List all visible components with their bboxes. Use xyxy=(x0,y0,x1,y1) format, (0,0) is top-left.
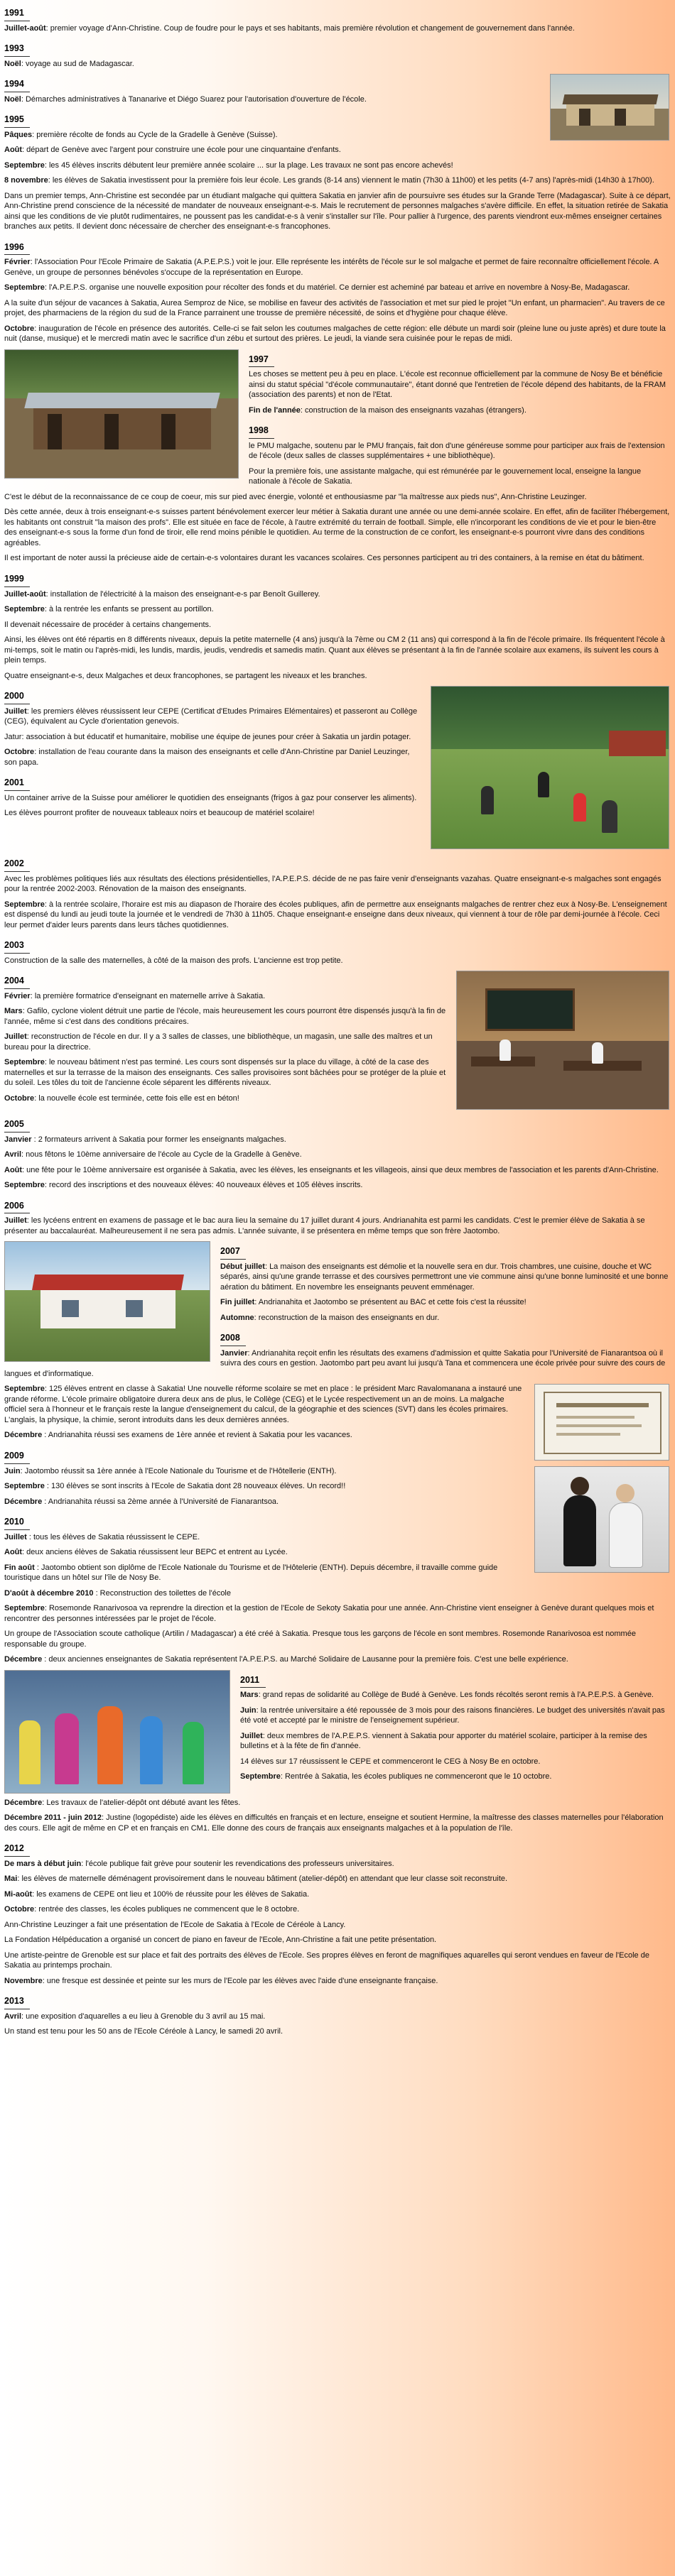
entry-label: Fin août xyxy=(4,1563,35,1572)
entry-paragraph: Décembre : deux anciennes enseignantes de Sakatia représentent l'A.P.E.P.S. au Marché Solidaire de Lausanne pour la première fois. C'est une belle expérience. xyxy=(4,1655,568,1664)
year-heading: 1991 xyxy=(4,7,30,21)
entry-label: Avril xyxy=(4,1150,22,1159)
entry-label: Pâques xyxy=(4,130,33,139)
entry-label: Noël xyxy=(4,59,21,68)
entry-paragraph: Septembre: à la rentrée les enfants se pressent au portillon. xyxy=(4,605,214,614)
entry-label: Janvier xyxy=(4,1135,32,1144)
entry-label: Février xyxy=(4,258,31,267)
entry-paragraph: Une artiste-peintre de Grenoble est sur place et fait des portraits des élèves de l'Ecole. Ses propres élèves en feront de magnifiques aquarelles qui seront vendues en faveur de l'Ecole de Sakatia au printemps prochain. xyxy=(4,1950,649,1970)
entry-label: Mai xyxy=(4,1874,18,1884)
entry-paragraph: Septembre: le nouveau bâtiment n'est pas terminé. Les cours sont dispensés sur la place du village, à côté de la case des maternelles et sur la terrasse de la maison des enseignants. Ces salles provisoires sont bâchées pour se protéger de la pluie et du soleil. Les tôles du toit de l'ancienne école séparent les différents niveaux. xyxy=(4,1058,446,1088)
entry-label: Octobre xyxy=(4,1905,35,1914)
entry-paragraph: Juin: Jaotombo réussit sa 1ère année à l'Ecole Nationale du Tourisme et de l'Hôtellerie (ENTH). xyxy=(4,1466,337,1475)
year-heading: 2005 xyxy=(4,1118,30,1133)
entry-label: Septembre xyxy=(4,160,45,170)
entry-paragraph: Dans un premier temps, Ann-Christine est secondée par un étudiant malgache qui quittera Sakatia en janvier afin de poursuivre ses études sur la Grande Terre (Madagascar). Suite à ce départ, Ann-Christine prend conscience de la nécessité de mandater de nouveaux enseignant-e-s. Mais le recrutement de personnes malgaches s'avère difficile. En effet, la situation retirée de Sakatia ainsi que les conditions de vie plutôt rudimentaires, ne poussent pas les candidat-e-s à venir s'installer sur l'île. Pour pallier à l'urgence, des parents viendront eux-mêmes enseigner certaines branches aux petits. Il devient donc nécessaire de chercher des enseignant-e-s francophones. xyxy=(4,191,671,231)
entry-label: Juillet xyxy=(4,1216,27,1226)
entry-paragraph: Avec les problèmes politiques liés aux résultats des élections présidentielles, l'A.P.E.P.S. décide de ne pas faire venir d'enseignants vazahas. Quatre enseignant-e-s malgaches sont engagés pour la rentrée 2002-2003. Rénovation de la maison des enseignants. xyxy=(4,874,662,894)
entry-paragraph: Août: départ de Genève avec l'argent pour construire une école pour une cinquantaine d'enfants. xyxy=(4,146,341,155)
entry-paragraph: Septembre: 125 élèves entrent en classe à Sakatia! Une nouvelle réforme scolaire se met en place : le président Marc Ravalomanana a instauré une grande réforme. L'école primaire obligatoire durera deux ans de plus, le Collège (CEG) et le Lycée respectivement un an de moins. La malgache officiel sera à l'honneur et le français reste la langue d'enseignement du calcul, de la géographie et des sciences (SVT) dans les écoles primaires. L'anglais, la physique, la chimie, seront introduits dans les deux dernières années. xyxy=(4,1385,522,1424)
entry-label: Octobre xyxy=(4,1093,35,1103)
entry-paragraph: A la suite d'un séjour de vacances à Sakatia, Aurea Semproz de Nice, se mobilise en faveur des activités de l'association et met sur pied le projet "Un enfant, un pharmacien". Au travers de ce projet, des pharmaciens de la région du sud de la France parrainent une trousse de première nécessité, de soins et d'hygiène pour chaque élève. xyxy=(4,298,665,318)
year-heading: 2006 xyxy=(4,1200,30,1214)
entry-paragraph: Octobre: installation de l'eau courante dans la maison des enseignants et celle d'Ann-Christine par Daniel Leuzinger, son papa. xyxy=(4,748,410,767)
entry-label: Noël xyxy=(4,94,21,104)
entry-paragraph: La Fondation Hélpéducation a organisé un concert de piano en faveur de l'Ecole, Ann-Christine a fait une petite présentation. xyxy=(4,1936,437,1945)
entry-label: Septembre xyxy=(240,1772,281,1781)
year-heading: 1997 xyxy=(249,354,274,368)
photo-classroom xyxy=(456,971,669,1110)
year-heading: 1999 xyxy=(4,573,30,587)
entry-paragraph: Juillet-août: installation de l'électricité à la maison des enseignant-e-s par Benoît Guillerey. xyxy=(4,589,320,599)
entry-paragraph: Mi-août: les examens de CEPE ont lieu et 100% de réussite pour les élèves de Sakatia. xyxy=(4,1889,310,1899)
entry-paragraph: Avril: nous fêtons le 10ème anniversaire de l'école au Cycle de la Gradelle à Genève. xyxy=(4,1150,302,1159)
entry-paragraph: Un stand est tenu pour les 50 ans de l'Ecole Céréole à Lancy, le samedi 20 avril. xyxy=(4,2027,284,2036)
entry-label: Automne xyxy=(220,1313,254,1322)
entry-paragraph: Jatur: association à but éducatif et humanitaire, mobilise une équipe de jeunes pour créer à Sakatia un jardin potager. xyxy=(4,732,411,741)
entry-paragraph: C'est le début de la reconnaissance de ce coup de coeur, mis sur pied avec énergie, volonté et enthousiasme par "la maîtresse aux pieds nus", Ann-Christine Leuzinger. xyxy=(4,492,587,501)
entry-label: Mi-août xyxy=(4,1889,33,1899)
entry-label: Janvier xyxy=(220,1348,248,1358)
entry-label: Juillet xyxy=(4,1032,27,1042)
year-heading: 2007 xyxy=(220,1245,246,1260)
entry-paragraph: Automne: reconstruction de la maison des enseignants en dur. xyxy=(220,1313,440,1322)
entry-paragraph: Dès cette année, deux à trois enseignant-e-s suisses partent bénévolement exercer leur métier à Sakatia durant une année ou une demi-année scolaire. En effet, afin de faciliter l'hébergement, les habitants ont construit "la maison des profs". Elle est située en face de l'école, à l'autre extrémité du terrain de football. Simple, elle n'incorporant les conditions de vie et pour le bien-être des enseignant-e-s sous la forme d'un fond de tiroir, elle rend moins pénible le quotidien. Au terme de la construction de ce confort, les enseignant-e-s pourront vivre dans des conditions agréables. xyxy=(4,508,670,547)
entry-label: Décembre xyxy=(4,1431,43,1440)
entry-paragraph: Septembre : 130 élèves se sont inscrits à l'Ecole de Sakatia dont 28 nouveaux élèves. Un record!! xyxy=(4,1482,346,1491)
entry-paragraph: Juillet: les lycéens entrent en examens de passage et le bac aura lieu la semaine du 17 juillet durant 4 jours. Andrianahita est parmi les candidats. C'est le premier élève de Sakatia à se présenter au baccalauréat. Malheureusement il ne sera pas admis. L'année suivante, il se présentera en même temps que son frère Jaotombo. xyxy=(4,1216,645,1235)
entry-label: Octobre xyxy=(4,324,35,333)
entry-label: Fin de l'année xyxy=(249,405,301,415)
entry-paragraph: Octobre: inauguration de l'école en présence des autorités. Celle-ci se fait selon les coutumes malgaches de cette région: elle débute un mardi soir (pleine lune ou juste après) et dure toute la nuit (danse, musique) et le mercredi matin avec le sacrifice d'un zébu et surtout des prières. Le jeudi, la viande sera cuisinée pour le repas de midi. xyxy=(4,324,666,344)
entry-label: Avril xyxy=(4,2012,22,2021)
year-heading: 2013 xyxy=(4,1995,30,2009)
entry-label: Août xyxy=(4,146,23,155)
entry-label: Décembre 2011 - juin 2012 xyxy=(4,1813,102,1823)
entry-label: Juillet xyxy=(4,1532,27,1541)
entry-label: Septembre xyxy=(4,605,45,614)
entry-paragraph: Un container arrive de la Suisse pour améliorer le quotidien des enseignants (frigos à gaz pour conserver les aliments). xyxy=(4,793,417,802)
entry-paragraph: Fin août : Jaotombo obtient son diplôme de l'Ecole Nationale du Tourisme et de l'Hôtelerie (ENTH). Depuis décembre, il travaille comme guide touristique dans un hôtel sur l'île de Nosy Be. xyxy=(4,1563,498,1583)
entry-paragraph: Octobre: rentrée des classes, les écoles publiques ne commencent que le 8 octobre. xyxy=(4,1905,300,1914)
entry-paragraph: Août: une fête pour le 10ème anniversaire est organisée à Sakatia, avec les élèves, les enseignants et les villageois, ainsi que deux membres de l'association et les parents d'Ann-Christine. xyxy=(4,1165,659,1174)
year-heading: 2001 xyxy=(4,777,30,791)
entry-paragraph: Février: la première formatrice d'enseignant en maternelle arrive à Sakatia. xyxy=(4,991,266,1000)
entry-paragraph: Septembre: l'A.P.E.P.S. organise une nouvelle exposition pour récolter des fonds et du matériel. Ce dernier est acheminé par bateau et arrive en novembre à Nosy-Be, Madagascar. xyxy=(4,283,630,293)
entry-label: Juillet xyxy=(240,1731,263,1740)
entry-paragraph: Août: deux anciens élèves de Sakatia réussissent leur BEPC et entrent au Lycée. xyxy=(4,1548,288,1557)
photo-graduation xyxy=(534,1466,669,1573)
entry-paragraph: Quatre enseignant-e-s, deux Malgaches et deux francophones, se partagent les niveaux et les branches. xyxy=(4,671,367,680)
photo-children-teacher xyxy=(4,1670,230,1794)
entry-label: Début juillet xyxy=(220,1262,265,1271)
entry-paragraph: Février: l'Association Pour l'Ecole Primaire de Sakatia (A.P.E.P.S.) voit le jour. Elle représente les intérêts de l'école sur le sol malgache et permet de faire reconnaître officiellement l'école. A Genève, un groupe de personnes bénévoles s'occupe de la représentation en Europe. xyxy=(4,258,659,277)
entry-paragraph: Noël: Démarches administratives à Tananarive et Diégo Suarez pour l'autorisation d'ouverture de l'école. xyxy=(4,94,367,104)
entry-paragraph: Janvier: Andrianahita reçoit enfin les résultats des examens d'admission et quitte Sakatia pour l'Université de Fianarantsoa où il suivra des cours en gestion. Jaotombo part peu avant lui jusqu'à Tana et commencera une école privée pour suivre des cours de langues et d'informatique. xyxy=(4,1348,666,1378)
year-heading: 2004 xyxy=(4,975,30,989)
entry-label: Fin juillet xyxy=(220,1298,255,1307)
year-heading: 2002 xyxy=(4,858,30,872)
entry-paragraph: le PMU malgache, soutenu par le PMU français, fait don d'une généreuse somme pour participer aux frais de l'extension de l'école (deux salles de classes supplémentaires + une bibliothèque). xyxy=(249,441,665,461)
entry-label: Juillet-août xyxy=(4,23,46,33)
entry-paragraph: Mars: Gafilo, cyclone violent détruit une partie de l'école, mais heureusement les cours pourront être dispensés jusqu'à la fin de l'année, même si c'est dans des conditions précaires. xyxy=(4,1007,446,1026)
entry-label: Juillet-août xyxy=(4,589,46,599)
entry-paragraph: Ainsi, les élèves ont été répartis en 8 différents niveaux, depuis la petite maternelle (4 ans) jusqu'à la 7ème ou CM 2 (11 ans) qui correspond à la fin de l'école primaire. Ils fréquentent l'école à mi-temps, soit le matin ou l'après-midi, les lundis, mardis, jeudis, vendredis et samedis matin. Quant aux élèves se présentant à la fin de l'année scolaire aux examens, ils suivent les cours à plein temps. xyxy=(4,635,665,665)
entry-paragraph: Fin juillet: Andrianahita et Jaotombo se présentent au BAC et cette fois c'est la réussite! xyxy=(220,1298,526,1307)
photo-column-right xyxy=(534,1384,669,1573)
entry-paragraph: De mars à début juin: l'école publique fait grève pour soutenir les revendications des professeurs universitaires. xyxy=(4,1859,394,1868)
photo-teachers-house xyxy=(4,1241,210,1362)
entry-label: Octobre xyxy=(4,748,35,757)
entry-paragraph: Début juillet: La maison des enseignants est démolie et la nouvelle sera en dur. Trois chambres, une cuisine, douche et WC séparés, ainsi qu'une grande terrasse et des coursives permettront une vie commune ainsi qu'une bonne luminosité et une bonne aération du bâtiment. En novembre les enseignants peuvent emménager. xyxy=(220,1262,669,1292)
entry-paragraph: Noël: voyage au sud de Madagascar. xyxy=(4,59,134,68)
year-heading: 2009 xyxy=(4,1450,30,1464)
photo-diploma xyxy=(534,1384,669,1461)
entry-paragraph: Décembre 2011 - juin 2012: Justine (logopédiste) aide les élèves en difficultés en français et en lecture, enseigne et soutient Hermine, la maîtresse des classes maternelles pour l'élaboration des cours. Elle agit de même en CP et en français en CM1. Elle donne des cours de français aux enseignants malgaches et à la population de l'île. xyxy=(4,1813,664,1833)
entry-paragraph: Juillet : tous les élèves de Sakatia réussissent le CEPE. xyxy=(4,1532,200,1541)
entry-paragraph: Mai: les élèves de maternelle déménagent provisoirement dans le nouveau bâtiment (atelier-dépôt) en attendant que leur classe soit reconstruite. xyxy=(4,1874,508,1884)
entry-label: Août xyxy=(4,1548,23,1557)
entry-paragraph: Construction de la salle des maternelles, à côté de la maison des profs. L'ancienne est trop petite. xyxy=(4,956,343,965)
entry-paragraph: Décembre : Andrianahita réussi sa 2ème année à l'Université de Fianarantsoa. xyxy=(4,1497,279,1506)
entry-label: Juillet xyxy=(4,706,27,716)
entry-paragraph: Ann-Christine Leuzinger a fait une présentation de l'Ecole de Sakatia à l'Ecole de Céréole à Lancy. xyxy=(4,1920,346,1929)
entry-paragraph: Septembre: les 45 élèves inscrits débutent leur première année scolaire ... sur la plage. Les travaux ne sont pas encore achevés! xyxy=(4,160,453,170)
entry-paragraph: Septembre: à la rentrée scolaire, l'horaire est mis au diapason de l'horaire des écoles publiques, afin de permettre aux enseignants malgaches de rentrer chez eux à Nosy-Be. L'enseignement est dispensé du lundi au jeudi toute la journée et le vendredi de 7h30 à 11h05. Chaque enseignant-e enseigne dans deux niveaux, qui viennent à tour de rôle par demi-journée à l'école. Ceci leur permet d'aider leurs parents dans leurs tâches quotidiennes. xyxy=(4,900,667,929)
entry-label: Mars xyxy=(4,1007,23,1016)
entry-paragraph: Septembre: record des inscriptions et des nouveaux élèves: 40 nouveaux élèves et 105 élèves inscrits. xyxy=(4,1181,363,1190)
entry-paragraph: Pour la première fois, une assistante malgache, qui est rémunérée par le gouvernement local, enseigne la langue nationale à l'école de Sakatia. xyxy=(249,466,642,486)
entry-label: D'août à décembre 2010 xyxy=(4,1588,94,1598)
entry-paragraph: Pâques: première récolte de fonds au Cycle de la Gradelle à Genève (Suisse). xyxy=(4,130,278,139)
entry-paragraph: Juillet-août: premier voyage d'Ann-Christine. Coup de foudre pour le pays et ses habitants, mais première révolution et changement de gouvernement dans l'année. xyxy=(4,23,575,33)
entry-paragraph: Fin de l'année: construction de la maison des enseignants vazahas (étrangers). xyxy=(249,405,526,415)
year-heading: 2012 xyxy=(4,1843,30,1857)
entry-paragraph: Il devenait nécessaire de procéder à certains changements. xyxy=(4,620,212,629)
entry-paragraph: Il est important de noter aussi la précieuse aide de certain-e-s volontaires durant les vacances scolaires. Ces personnes participent au tri des containers, à la remise en état du bâtiment. xyxy=(4,554,644,563)
entry-paragraph: Les choses se mettent peu à peu en place. L'école est reconnue officiellement par la commune de Nosy Be et bénéficie ainsi du statut spécial "d'école communautaire", étant donné que l'entretien de l'école dépend des habitants, de la FRAM (association des parents) et non de l'Etat. xyxy=(249,370,666,400)
photo-school-building xyxy=(4,349,239,479)
entry-label: Septembre xyxy=(4,1058,45,1067)
entry-label: Septembre xyxy=(4,283,45,293)
year-heading: 1995 xyxy=(4,114,30,128)
entry-paragraph: Septembre: Rentrée à Sakatia, les écoles publiques ne commenceront que le 10 octobre. xyxy=(240,1772,552,1781)
entry-label: Mars xyxy=(240,1691,259,1700)
entry-paragraph: Juin: la rentrée universitaire a été repoussée de 3 mois pour des raisons financières. Le budget des universités n'avait pas été voté et accepté par le ministre de l'enseignement supérieur. xyxy=(240,1705,665,1725)
entry-label: Septembre xyxy=(4,900,45,909)
entry-paragraph: Un groupe de l'Association scoute catholique (Artilin / Madagascar) a été créé à Sakatia. Presque tous les garçons de l'école en sont membres. Rosemonde Ranarivosoa est nommée responsable du groupe. xyxy=(4,1630,636,1649)
entry-paragraph: Octobre: la nouvelle école est terminée, cette fois elle est en béton! xyxy=(4,1093,239,1103)
year-heading: 1993 xyxy=(4,43,30,57)
entry-paragraph: Les élèves pourront profiter de nouveaux tableaux noirs et beaucoup de matériel scolaire! xyxy=(4,809,315,818)
entry-label: De mars à début juin xyxy=(4,1859,82,1868)
entry-paragraph: Décembre: Les travaux de l'atelier-dépôt ont débuté avant les fêtes. xyxy=(4,1798,241,1807)
year-heading: 2008 xyxy=(220,1332,246,1346)
entry-label: Décembre xyxy=(4,1497,43,1506)
entry-paragraph: D'août à décembre 2010 : Reconstruction des toilettes de l'école xyxy=(4,1588,231,1598)
year-heading: 2011 xyxy=(240,1674,266,1688)
entry-label: Septembre xyxy=(4,1181,45,1190)
entry-paragraph: Juillet: les premiers élèves réussissent leur CEPE (Certificat d'Etudes Primaires Elémentaires) et passeront au Collège (CEG), équivalent au Cycle d'orientation genevois. xyxy=(4,706,418,726)
entry-label: Novembre xyxy=(4,1976,43,1985)
entry-paragraph: 8 novembre: les élèves de Sakatia investissent pour la première fois leur école. Les grands (8-14 ans) viennent le matin (7h30 à 11h00) et les petits (4-7 ans) l'après-midi (14h30 à 17h00). xyxy=(4,176,654,185)
entry-label: Juin xyxy=(4,1466,21,1475)
entry-label: Septembre xyxy=(4,1482,45,1491)
entry-label: Décembre xyxy=(4,1798,43,1807)
year-heading: 2000 xyxy=(4,690,30,704)
entry-paragraph: 14 élèves sur 17 réussissent le CEPE et commenceront le CEG à Nosy Be en octobre. xyxy=(240,1757,541,1766)
year-heading: 1996 xyxy=(4,241,30,256)
entry-paragraph: Mars: grand repas de solidarité au Collège de Budé à Genève. Les fonds récoltés seront remis à l'A.P.E.P.S. à Genève. xyxy=(240,1691,654,1700)
entry-paragraph: Septembre: Rosemonde Ranarivosoa va reprendre la direction et la gestion de l'Ecole de Sekoty Sakatia pour une année. Ann-Christine vient enseigner à Genève durant quelques mois et rencontrer des personnes intéressées par le projet de l'école. xyxy=(4,1604,654,1623)
entry-paragraph: Janvier : 2 formateurs arrivent à Sakatia pour former les enseignants malgaches. xyxy=(4,1135,286,1144)
entry-paragraph: Avril: une exposition d'aquarelles a eu lieu à Grenoble du 3 avril au 15 mai. xyxy=(4,2012,266,2021)
entry-label: Août xyxy=(4,1165,23,1174)
entry-paragraph: Juillet: reconstruction de l'école en dur. Il y a 3 salles de classes, une bibliothèque, un magasin, une salle des maîtres et un bureau pour la directrice. xyxy=(4,1032,433,1052)
year-heading: 1994 xyxy=(4,78,30,92)
entry-label: Décembre xyxy=(4,1655,43,1664)
entry-paragraph: Novembre: une fresque est dessinée et peinte sur les murs de l'Ecole par les élèves avec l'aide d'une enseignante française. xyxy=(4,1976,438,1985)
entry-paragraph: Décembre : Andrianahita réussi ses examens de 1ère année et revient à Sakatia pour les vacances. xyxy=(4,1431,352,1440)
photo-children-field xyxy=(431,686,669,849)
entry-label: Juin xyxy=(240,1705,256,1715)
entry-label: 8 novembre xyxy=(4,176,48,185)
year-heading: 2010 xyxy=(4,1516,30,1530)
entry-label: Septembre xyxy=(4,1604,45,1613)
photo-school-hut xyxy=(550,74,669,141)
entry-label: Février xyxy=(4,991,31,1000)
year-heading: 2003 xyxy=(4,939,30,954)
entry-label: Septembre xyxy=(4,1385,45,1394)
entry-paragraph: Juillet: deux membres de l'A.P.E.P.S. viennent à Sakatia pour apporter du matériel scolaire, participer à la remise des bulletins et à la fête de fin d'année. xyxy=(240,1731,647,1751)
year-heading: 1998 xyxy=(249,425,274,439)
